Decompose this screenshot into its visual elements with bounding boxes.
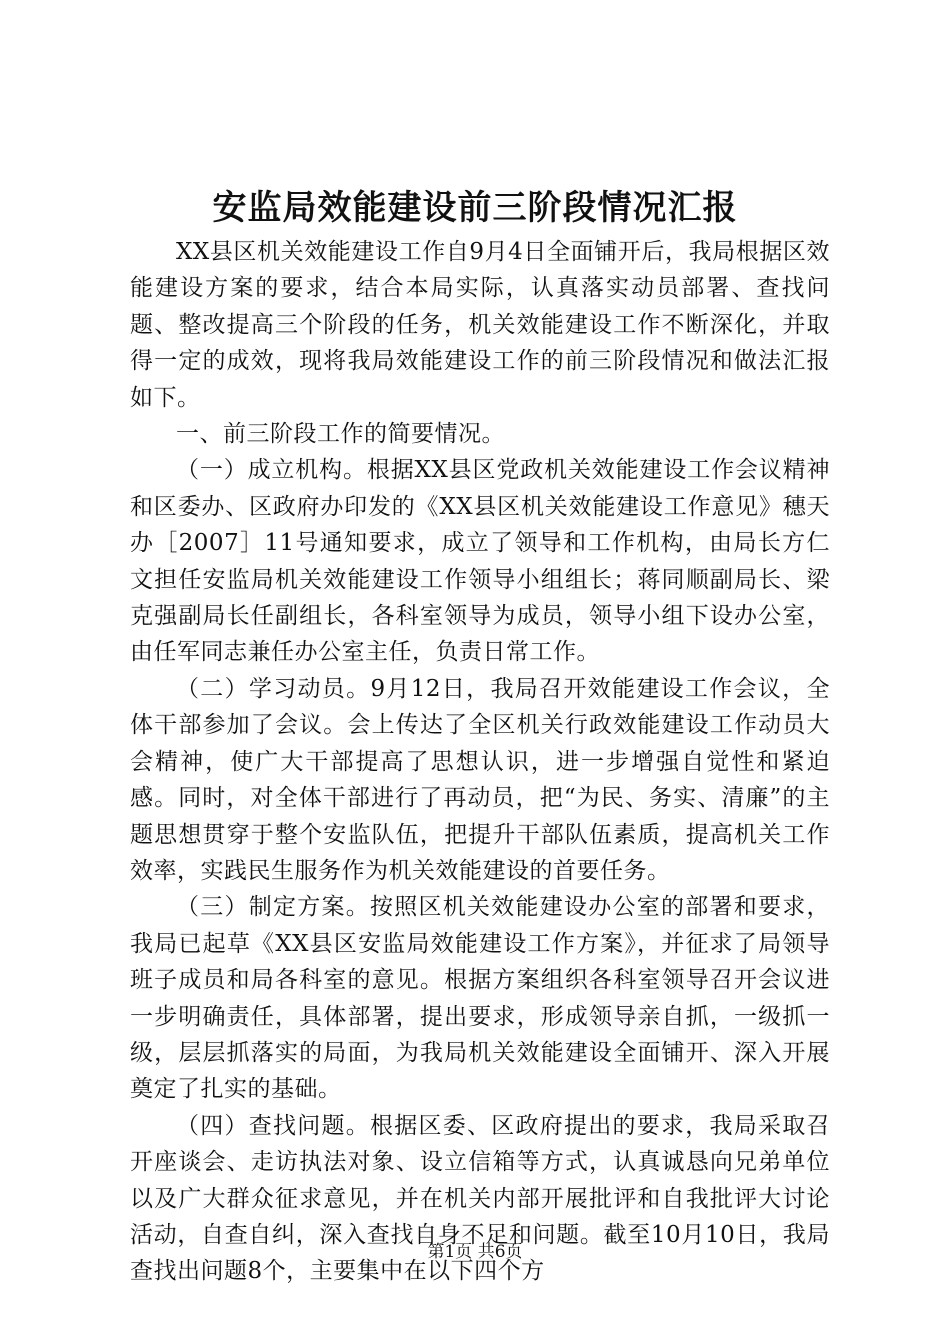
paragraph-intro: XX县区机关效能建设工作自9月4日全面铺开后，我局根据区效能建设方案的要求，结合本局实际，认真落实动员部署、查找问题、整改提高三个阶段的任务，机关效能建设工作不断深化，并取得一定的成效，现将我局效能建设工作的前三阶段情况和做法汇报如下。	[130, 239, 830, 411]
paragraph-find-problems: （四）查找问题。根据区委、区政府提出的要求，我局采取召开座谈会、走访执法对象、设立信箱等方式，认真诚恳向兄弟单位以及广大群众征求意见，并在机关内部开展批评和自我批评大讨论活动，自查自纠，深入查找自身不足和问题。截至10月10日，我局查找出问题8个，主要集中在以下四个方	[130, 1112, 830, 1285]
document-title: 安监局效能建设前三阶段情况汇报	[212, 188, 738, 228]
section-heading: 一、前三阶段工作的简要情况。	[176, 421, 505, 448]
page-number-footer: 第1页 共6页	[427, 1242, 523, 1262]
paragraph-study-mobilization: （二）学习动员。9月12日，我局召开效能建设工作会议，全体干部参加了会议。会上传达了全区机关行政效能建设工作动员大会精神，使广大干部提高了思想认识，进一步增强自觉性和紧迫感。同时，对全体干部进行了再动员，把“为民、务实、清廉”的主题思想贯穿于整个安监队伍，把提升干部队伍素质，提高机关工作效率，实践民生服务作为机关效能建设的首要任务。	[130, 675, 830, 884]
paragraph-establish-organization: （一）成立机构。根据XX县区党政机关效能建设工作会议精神和区委办、区政府办印发的《XX县区机关效能建设工作意见》穗天办［2007］11号通知要求，成立了领导和工作机构，由局长方仁文担任安监局机关效能建设工作领导小组组长；蒋同顺副局长、梁克强副局长任副组长，各科室领导为成员，领导小组下设办公室，由任军同志兼任办公室主任，负责日常工作。	[130, 457, 830, 666]
document-body	[130, 234, 830, 1290]
paragraph-formulate-plan: （三）制定方案。按照区机关效能建设办公室的部署和要求，我局已起草《XX县区安监局效能建设工作方案》，并征求了局领导班子成员和局各科室的意见。根据方案组织各科室领导召开会议进一步明确责任，具体部署，提出要求，形成领导亲自抓，一级抓一级，层层抓落实的局面，为我局机关效能建设全面铺开、深入开展奠定了扎实的基础。	[130, 894, 830, 1103]
